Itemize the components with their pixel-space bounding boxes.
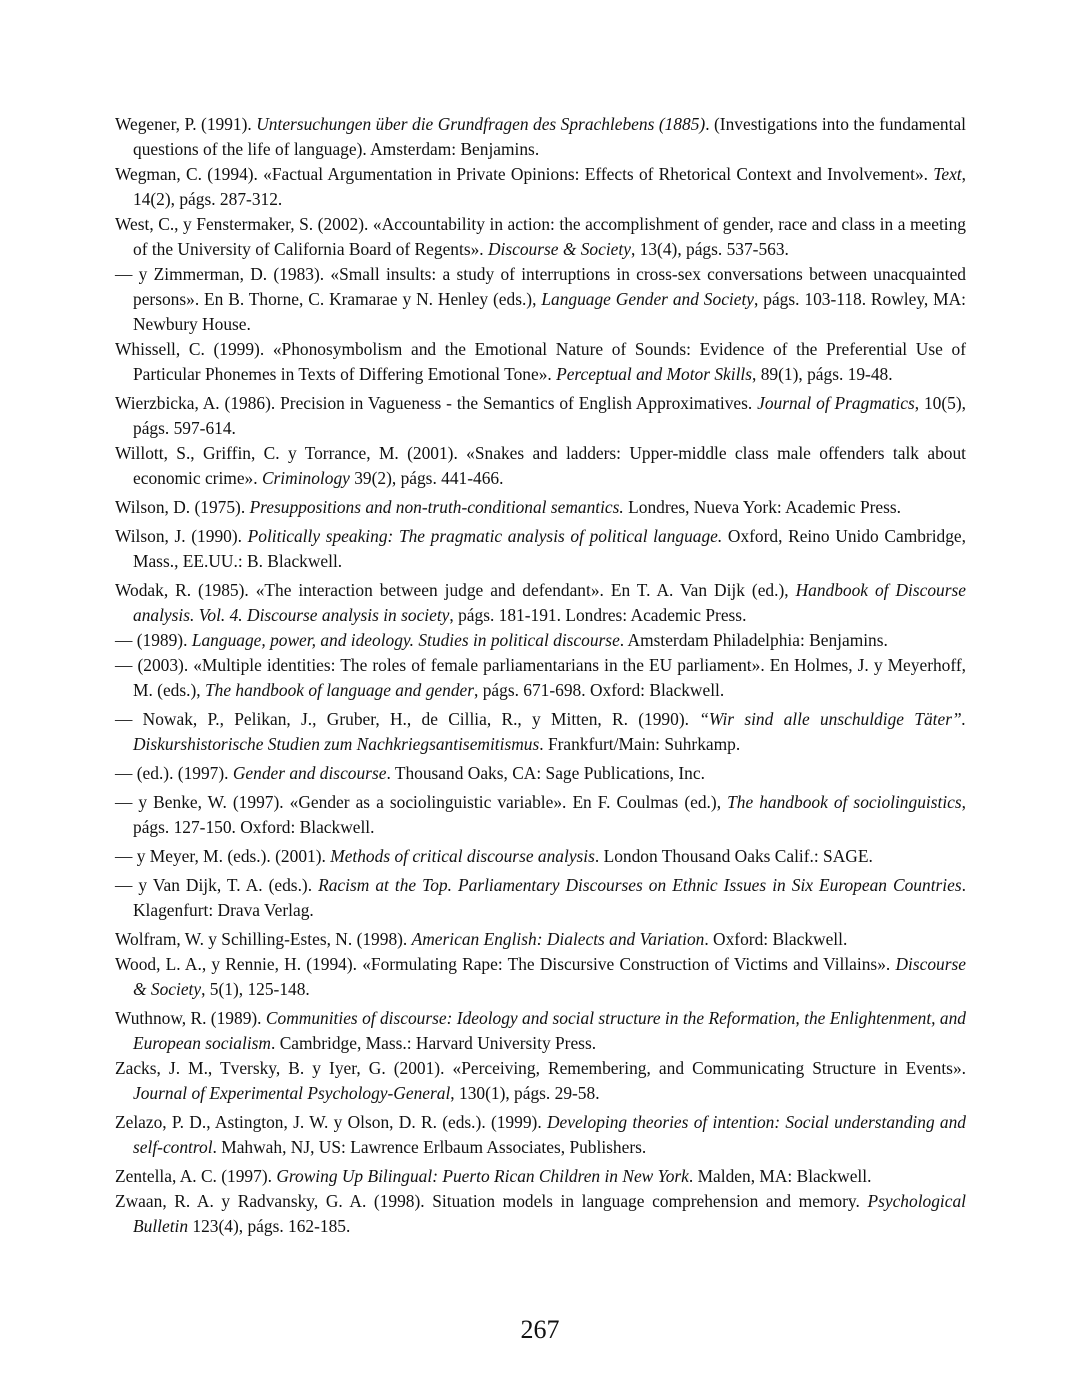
page-number: 267 [520,1315,560,1344]
reference-title: Discourse & Society [133,954,966,999]
reference-entry [115,628,966,653]
reference-entry [115,927,966,952]
reference-text: . Oxford: Blackwell. [704,929,848,949]
reference-text: . Amsterdam Philadelphia: Benjamins. [619,630,888,650]
reference-text: Oxford, Reino Unido Cambridge, Mass., EE.UU.: B. Blackwell. [133,526,966,571]
reference-text: . Frankfurt/Main: Suhrkamp. [539,734,741,754]
reference-text: Wolfram, W. y Schilling-Estes, N. (1998). [115,929,412,949]
reference-title: Journal of Experimental Psychology-General [133,1083,451,1103]
reference-entry [115,337,966,387]
reference-title: The handbook of sociolinguistics [727,792,962,812]
reference-text: , págs. 103-118. Rowley, MA: Newbury House. [133,289,966,334]
reference-title: Text [933,164,962,184]
reference-entry [115,761,966,786]
reference-text: , 14(2), págs. 287-312. [133,164,966,209]
reference-text: . (Investigations into the fundamental questions of the life of language). Amsterdam: Benjamins. [133,114,966,159]
reference-title: Gender and discourse [232,763,387,783]
reference-title: Language Gender and Society [541,289,755,309]
reference-title: Developing theories of intention: Social understanding and self-control [133,1112,967,1157]
reference-text: Londres, Nueva York: Academic Press. [623,497,902,517]
reference-text: — y Benke, W. (1997). «Gender as a sociolinguistic variable». En F. Coulmas (ed.), [115,792,728,812]
reference-text: — y Meyer, M. (eds.). (2001). [115,846,331,866]
reference-text: 123(4), págs. 162-185. [188,1216,351,1236]
reference-text: — Nowak, P., Pelikan, J., Gruber, H., de Cillia, R., y Mitten, R. (1990). [115,709,700,729]
reference-text: . Mahwah, NJ, US: Lawrence Erlbaum Associates, Publishers. [212,1137,647,1157]
reference-entry [115,653,966,703]
reference-entry [115,873,966,923]
reference-title: American English: Dialects and Variation [411,929,705,949]
reference-text: Zentella, A. C. (1997). [115,1166,277,1186]
reference-text: . Thousand Oaks, CA: Sage Publications, Inc. [386,763,705,783]
reference-text: . Malden, MA: Blackwell. [688,1166,872,1186]
reference-text: Zacks, J. M., Tversky, B. y Iyer, G. (2001). «Perceiving, Remembering, and Communicating Structure in Events». [115,1058,966,1078]
reference-text: , págs. 671-698. Oxford: Blackwell. [474,680,725,700]
reference-entry [115,524,966,574]
reference-text: — y Van Dijk, T. A. (eds.). [115,875,319,895]
reference-text: — (2003). «Multiple identities: The roles of female parliamentarians in the EU parliament». En Holmes, J. y Meyerhoff, M. (eds.), [115,655,966,700]
reference-text: — (1989). [115,630,192,650]
reference-entry [115,1056,966,1106]
reference-text: , 89(1), págs. 19-48. [752,364,893,384]
reference-title: Handbook of Discourse analysis. Vol. 4. Discourse analysis in society [133,580,966,625]
reference-entry [115,162,966,212]
reference-text: Wilson, J. (1990). [115,526,248,546]
reference-text: . Cambridge, Mass.: Harvard University Press. [271,1033,597,1053]
reference-title: Politically speaking: The pragmatic analysis of political language. [247,526,723,546]
reference-title: Language, power, and ideology. Studies in political discourse [191,630,620,650]
reference-entry [115,391,966,441]
reference-entry [115,212,966,262]
reference-title: The handbook of language and gender [204,680,475,700]
reference-entry [115,790,966,840]
reference-text: , 10(5), págs. 597-614. [133,393,966,438]
reference-title: Growing Up Bilingual: Puerto Rican Children in New York [276,1166,689,1186]
reference-title: Psychological Bulletin [133,1191,966,1236]
reference-title: Discourse & Society [487,239,631,259]
reference-text: Willott, S., Griffin, C. y Torrance, M. (2001). «Snakes and ladders: Upper-middle class male offenders talk about economic crime». [115,443,966,488]
reference-text: Wuthnow, R. (1989). [115,1008,266,1028]
reference-text: 39(2), págs. 441-466. [349,468,504,488]
reference-text: — (ed.). (1997). [115,763,233,783]
reference-text: Whissell, C. (1999). «Phonosymbolism and the Emotional Nature of Sounds: Evidence of the Preferential Use of Particular Phonemes in Texts of Differing Emotional Tone». [115,339,966,384]
reference-entry [115,112,966,162]
reference-entry [115,707,966,757]
reference-entry [115,441,966,491]
reference-text: Wegman, C. (1994). «Factual Argumentation in Private Opinions: Effects of Rhetorical Context and Involvement». [115,164,934,184]
reference-text: Wierzbicka, A. (1986). Precision in Vagueness - the Semantics of English Approximatives. [115,393,758,413]
reference-text: Zelazo, P. D., Astington, J. W. y Olson, D. R. (eds.). (1999). [115,1112,547,1132]
reference-text: Wegener, P. (1991). [115,114,257,134]
reference-entry [115,952,966,1002]
reference-list [115,112,966,1239]
reference-title: Untersuchungen über die Grundfragen des Sprachlebens (1885) [256,114,706,134]
reference-entry [115,1006,966,1056]
reference-text: Zwaan, R. A. y Radvansky, G. A. (1998). Situation models in language comprehension and memory. [115,1191,868,1211]
reference-text: — y Zimmerman, D. (1983). «Small insults: a study of interruptions in cross-sex conversations between unacquainted persons». En B. Thorne, C. Kramarae y N. Henley (eds.), [115,264,966,309]
reference-text: . London Thousand Oaks Calif.: SAGE. [594,846,873,866]
reference-title: Methods of critical discourse analysis [330,846,595,866]
reference-text: . Klagenfurt: Drava Verlag. [133,875,966,920]
reference-entry [115,1110,966,1160]
reference-title: Perceptual and Motor Skills [556,364,753,384]
reference-entry [115,262,966,337]
reference-title: Racism at the Top. Parliamentary Discourses on Ethnic Issues in Six European Countries [318,875,962,895]
reference-text: West, C., y Fenstermaker, S. (2002). «Accountability in action: the accomplishment of gender, race and class in a meeting of the University of California Board of Regents». [115,214,966,259]
reference-entry [115,1189,966,1239]
reference-text: , 130(1), págs. 29-58. [450,1083,600,1103]
reference-text: Wood, L. A., y Rennie, H. (1994). «Formulating Rape: The Discursive Construction of Victims and Villains». [115,954,896,974]
reference-title: Journal of Pragmatics [757,393,915,413]
reference-text: , págs. 127-150. Oxford: Blackwell. [133,792,966,837]
reference-text: , 13(4), págs. 537-563. [630,239,789,259]
reference-entry [115,844,966,869]
reference-title: “Wir sind alle unschuldige Täter”. Diskurshistorische Studien zum Nachkriegsantisemitismus [133,709,966,754]
reference-title: Communities of discourse: Ideology and social structure in the Reformation, the Enlightenment, and European socialism [133,1008,966,1053]
reference-entry [115,1164,966,1189]
reference-title: Presuppositions and non-truth-conditional semantics. [249,497,624,517]
reference-text: , págs. 181-191. Londres: Academic Press. [449,605,747,625]
reference-entry [115,578,966,628]
reference-entry [115,495,966,520]
reference-text: , 5(1), 125-148. [201,979,310,999]
reference-title: Criminology [261,468,350,488]
reference-text: Wilson, D. (1975). [115,497,250,517]
reference-text: Wodak, R. (1985). «The interaction between judge and defendant». En T. A. Van Dijk (ed.), [115,580,796,600]
